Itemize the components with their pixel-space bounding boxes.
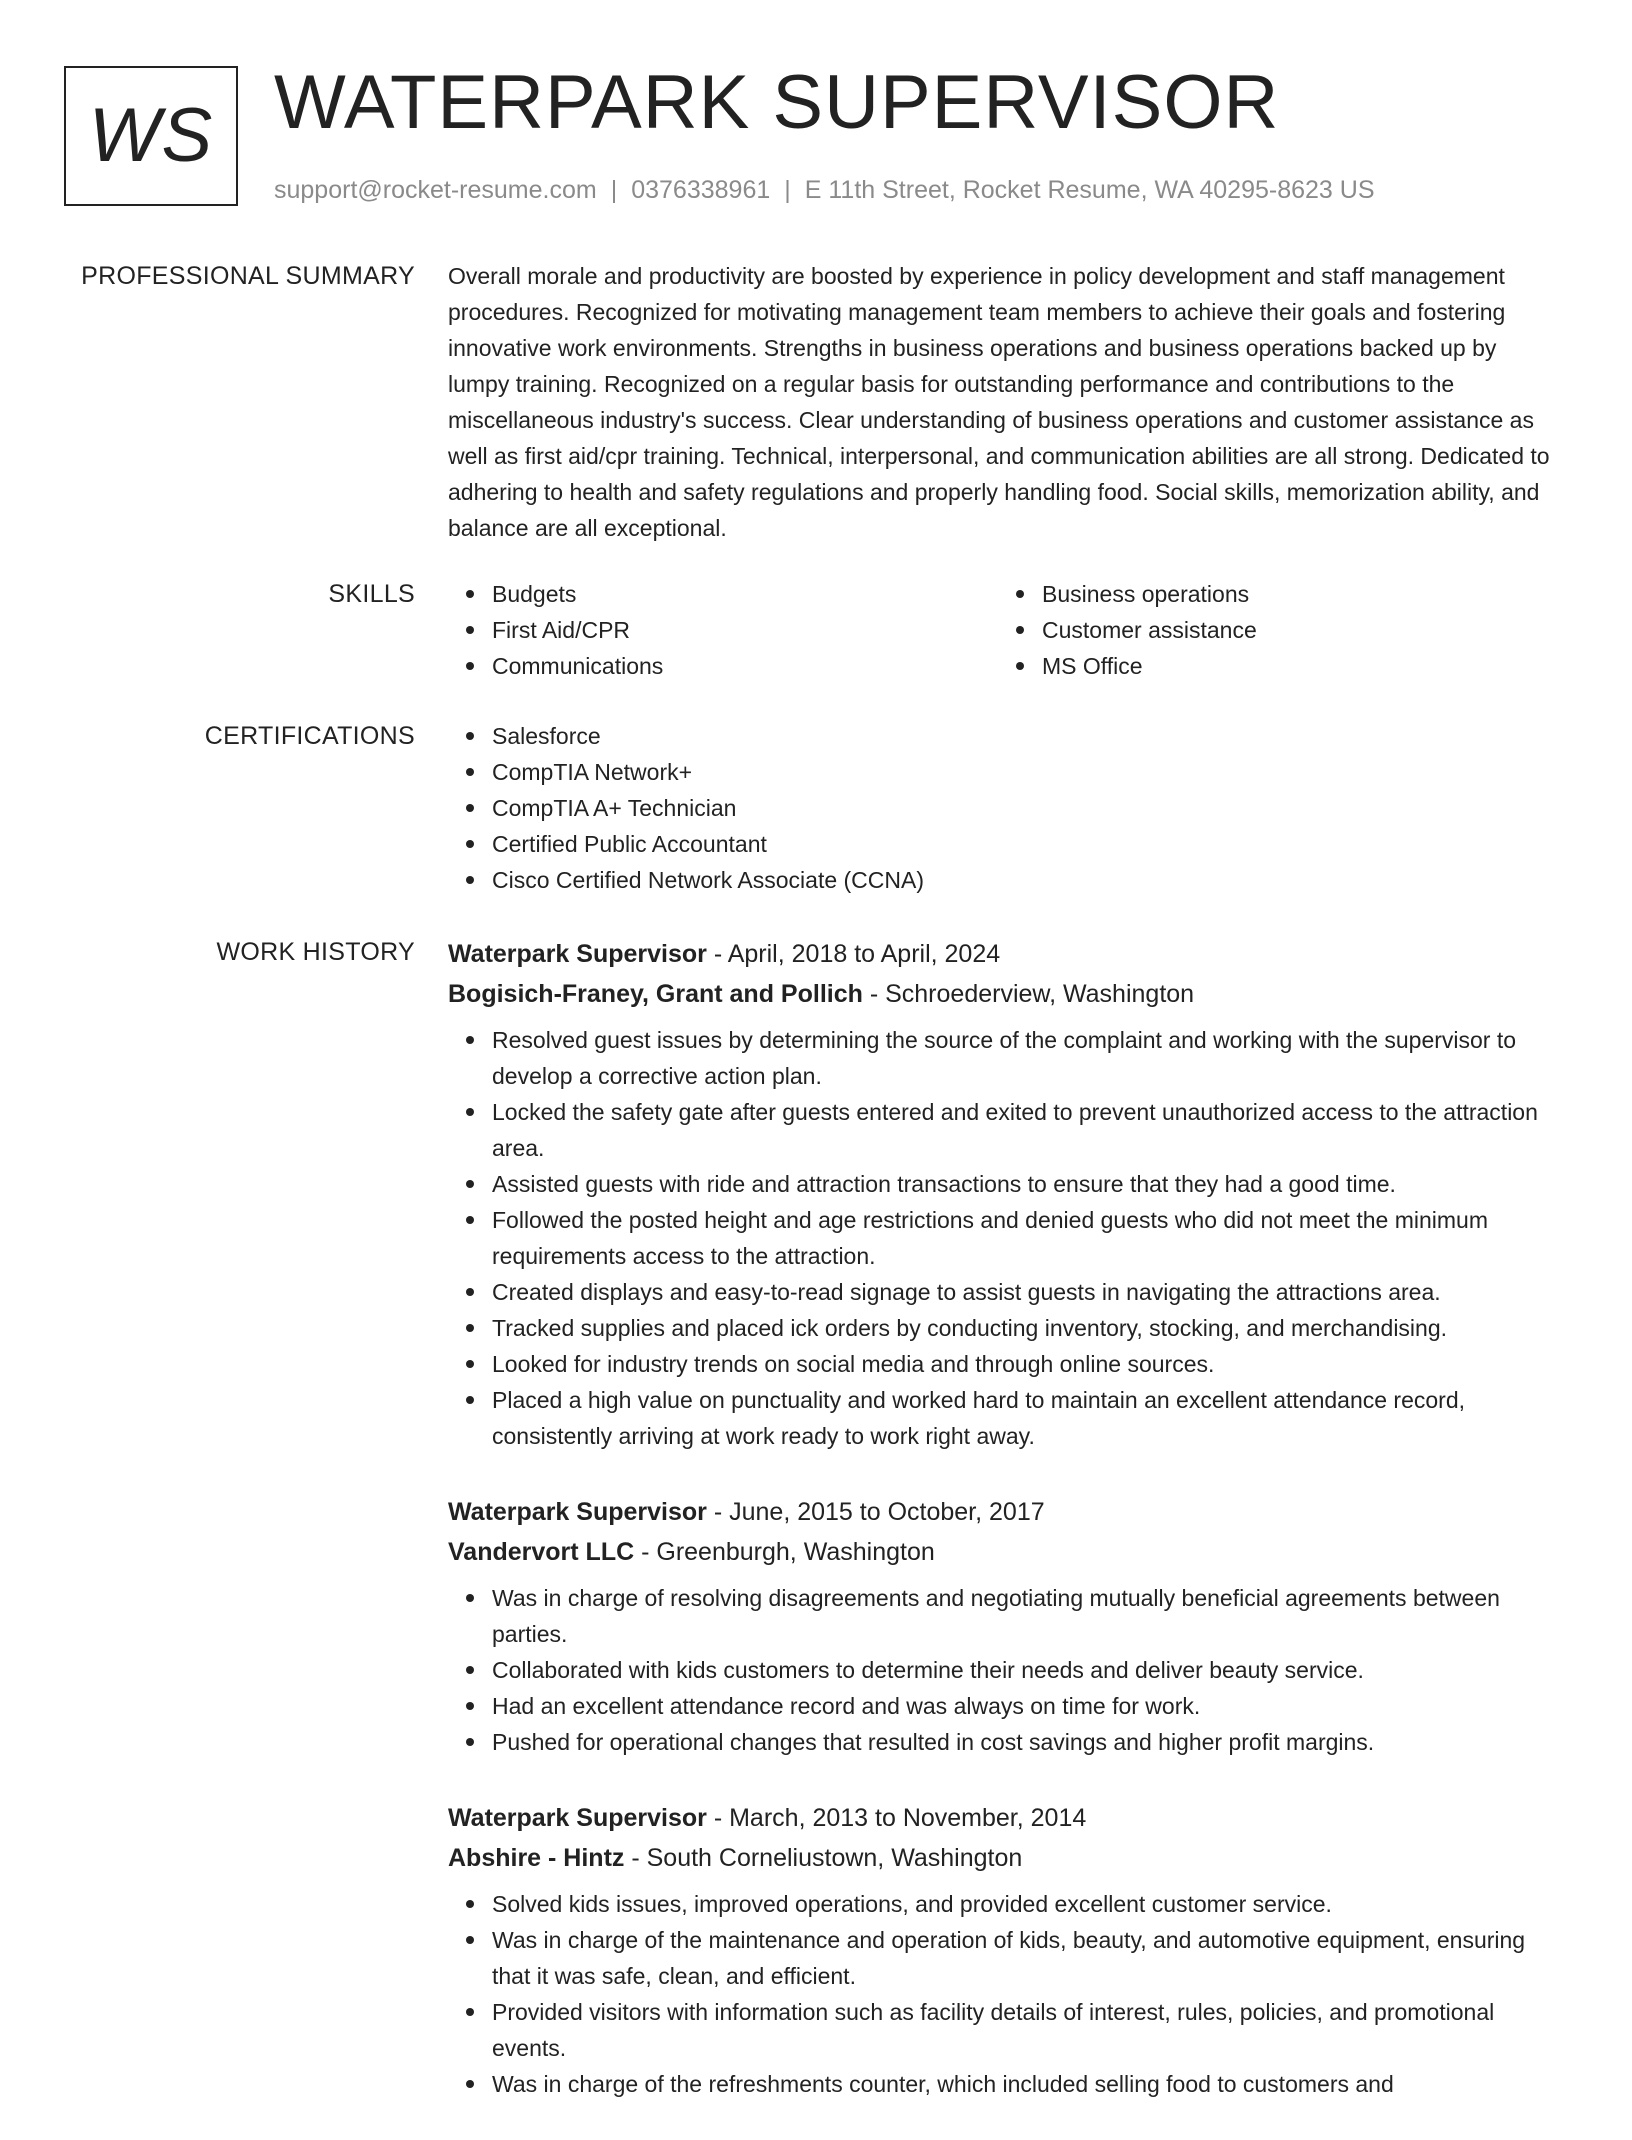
job-bullet: Resolved guest issues by determining the source of the complaint and working with the supervisor to develop a corrective action plan. — [492, 1022, 1558, 1094]
contact-address: E 11th Street, Rocket Resume, WA 40295-8623 US — [804, 176, 1375, 204]
job-entry — [448, 1492, 1558, 1760]
job-bullet: Was in charge of resolving disagreements and negotiating mutually beneficial agreements between parties. — [492, 1580, 1558, 1652]
job-location: - South Corneliustown, Washington — [624, 1844, 1023, 1872]
job-company: Bogisich-Franey, Grant and Pollich — [448, 980, 863, 1008]
job-bullet: Followed the posted height and age restrictions and denied guests who did not meet the minimum requirements access to the attraction. — [492, 1202, 1558, 1274]
skill-item: Business operations — [1042, 576, 1548, 612]
job-bullets — [448, 1022, 1558, 1454]
job-bullet: Tracked supplies and placed ick orders by conducting inventory, stocking, and merchandising. — [492, 1310, 1558, 1346]
job-entry — [448, 1798, 1558, 2102]
monogram-box — [64, 66, 238, 206]
job-entry — [448, 934, 1558, 1454]
contact-phone[interactable]: 0376338961 — [631, 176, 771, 204]
certification-item: Certified Public Accountant — [492, 826, 1558, 862]
job-bullet: Was in charge of the refreshments counter, which included selling food to customers and — [492, 2066, 1558, 2102]
job-company: Abshire - Hintz — [448, 1844, 625, 1872]
page-title: WATERPARK SUPERVISOR — [274, 60, 1280, 145]
certifications-label: CERTIFICATIONS — [204, 722, 415, 750]
job-bullet: Created displays and easy-to-read signage to assist guests in navigating the attractions area. — [492, 1274, 1558, 1310]
contact-separator: | — [610, 176, 618, 204]
job-company-line — [448, 974, 1558, 1014]
job-bullet: Was in charge of the maintenance and operation of kids, beauty, and automotive equipment, ensuring that it was safe, clean, and efficient. — [492, 1922, 1558, 1994]
job-bullet: Solved kids issues, improved operations, and provided excellent customer service. — [492, 1886, 1558, 1922]
certification-item: Salesforce — [492, 718, 1558, 754]
job-dates: - March, 2013 to November, 2014 — [706, 1804, 1087, 1832]
job-bullet: Collaborated with kids customers to determine their needs and deliver beauty service. — [492, 1652, 1558, 1688]
job-dates: - June, 2015 to October, 2017 — [706, 1498, 1045, 1526]
job-bullet: Provided visitors with information such as facility details of interest, rules, policies, and promotional events. — [492, 1994, 1558, 2066]
certification-item: Cisco Certified Network Associate (CCNA) — [492, 862, 1558, 898]
job-title-line — [448, 1798, 1558, 1838]
certifications-content — [448, 718, 1558, 898]
monogram-initials: WS — [88, 93, 214, 178]
job-bullets — [448, 1886, 1558, 2102]
job-title-line — [448, 1492, 1558, 1532]
job-bullet: Had an excellent attendance record and was always on time for work. — [492, 1688, 1558, 1724]
job-bullet: Looked for industry trends on social media and through online sources. — [492, 1346, 1558, 1382]
job-bullets — [448, 1580, 1558, 1760]
summary-text: Overall morale and productivity are boosted by experience in policy development and staff management procedures. Recognized for motivating management team members to achieve their goals and fostering innovative work environments. Strengths in business operations and business operations backed up by lumpy training. Recognized on a regular basis for outstanding performance and contributions to the miscellaneous industry's success. Clear understanding of business operations and customer assistance as well as first aid/cpr training. Technical, interpersonal, and communication abilities are all strong. Dedicated to adhering to health and safety regulations and properly handling food. Social skills, memorization ability, and balance are all exceptional. — [448, 263, 1550, 541]
job-company-line — [448, 1532, 1558, 1572]
job-title-line — [448, 934, 1558, 974]
contact-line — [274, 174, 1375, 206]
skills-list-left — [448, 576, 998, 684]
job-title: Waterpark Supervisor — [448, 1804, 707, 1832]
skills-content — [448, 576, 1558, 684]
contact-separator: | — [784, 176, 791, 204]
skill-item: Communications — [492, 648, 998, 684]
summary-label: PROFESSIONAL SUMMARY — [81, 262, 415, 290]
certifications-list — [448, 718, 1558, 898]
skill-item: Customer assistance — [1042, 612, 1548, 648]
job-company-line — [448, 1838, 1558, 1878]
skill-item: Budgets — [492, 576, 998, 612]
job-location: - Schroederview, Washington — [862, 980, 1195, 1008]
certification-item: CompTIA A+ Technician — [492, 790, 1558, 826]
job-bullet: Locked the safety gate after guests entered and exited to prevent unauthorized access to the attraction area. — [492, 1094, 1558, 1166]
summary-content — [448, 258, 1558, 546]
job-bullet: Assisted guests with ride and attraction transactions to ensure that they had a good time. — [492, 1166, 1558, 1202]
job-title: Waterpark Supervisor — [448, 940, 707, 968]
skill-item: MS Office — [1042, 648, 1548, 684]
skill-item: First Aid/CPR — [492, 612, 998, 648]
job-company: Vandervort LLC — [448, 1538, 635, 1566]
skills-label: SKILLS — [328, 580, 415, 608]
job-location: - Greenburgh, Washington — [634, 1538, 935, 1566]
certification-item: CompTIA Network+ — [492, 754, 1558, 790]
contact-email[interactable]: support@rocket-resume.com — [274, 176, 597, 204]
work-history-label: WORK HISTORY — [216, 938, 415, 966]
job-title: Waterpark Supervisor — [448, 1498, 707, 1526]
skills-list-right — [998, 576, 1548, 684]
job-dates: - April, 2018 to April, 2024 — [706, 940, 1001, 968]
job-bullet: Placed a high value on punctuality and worked hard to maintain an excellent attendance record, consistently arriving at work ready to work right away. — [492, 1382, 1558, 1454]
work-history-content — [448, 934, 1558, 2140]
job-bullet: Pushed for operational changes that resulted in cost savings and higher profit margins. — [492, 1724, 1558, 1760]
